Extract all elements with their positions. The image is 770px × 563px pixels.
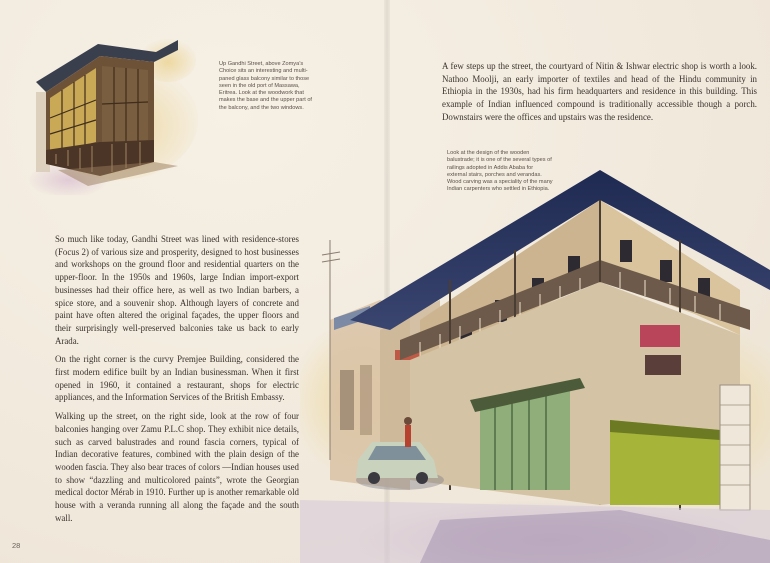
street-illustration (300, 160, 770, 563)
right-column-text (442, 60, 757, 130)
balcony-illustration (28, 30, 198, 195)
paragraph-nitin-ishwar: A few steps up the street, the courtyard of Nitin & Ishwar electric shop is worth a look. Nathoo Moolji, an early importer of textiles and head of the Hindu community in Ethiopia in the 1930s, had his firm headquarters and residence in this building. This example of Indian influenced compound is traditionally accessible though a porch. Downstairs were the offices and upstairs was the residence. (442, 61, 757, 122)
left-column-text (55, 233, 299, 530)
paragraph-balconies: Walking up the street, on the right side, look at the row of four balconies hanging over Zamu P.L.C shop. They exhibit nice details, such as carved balustrades and round fascia corners, typical of Indian decorative features, combined with the plain design of the wooden fascia. They also bear traces of colors —Indian houses used to show “dazzling and multicolored paints”, wrote the Georgian medical doctor Mérab in 1910. Further up is another remarkable old house with a veranda running all along the façade and the south wall. (55, 411, 299, 523)
paragraph-premjee-building: On the right corner is the curvy Premjee Building, considered the first modern edifice built by an Indian businessman. When it first opened in 1960, it contained a restaurant, shops for electric appliances, and the Information Services of the British Embassy. (55, 354, 299, 403)
railing-caption: Look at the design of the wooden balustrade; it is one of the several types of railings adopted in Addis Ababa for external stairs, porches and verandas. Wood carving was a speciality of the many Indian carpenters who settled in Ethiopia. (447, 150, 553, 193)
balcony-caption: Up Gandhi Street, above Zomya’s Choice sits an interesting and multi-paned glass balcony similar to those seen in the old port of Massawa, Eritrea. Look at the woodwork that makes the base and the upper part of the balcony, and the two windows. (219, 61, 312, 111)
page-number: 28 (12, 541, 21, 550)
paragraph-gandhi-street: So much like today, Gandhi Street was lined with residence-stores (Focus 2) of various size and prosperity, designed to host businesses and workshops on the ground floor and residential quarters on the upper-floor. In the 1950s and 1960s, large Indian import-export businesses had their office here, as well as two Indian barbers, a spice store, and a souvenir shop. Although layers of concrete and paint have often altered the original façades, the upper floors and their surprisingly well-preserved balconies take us back to early Arada. (55, 234, 299, 346)
